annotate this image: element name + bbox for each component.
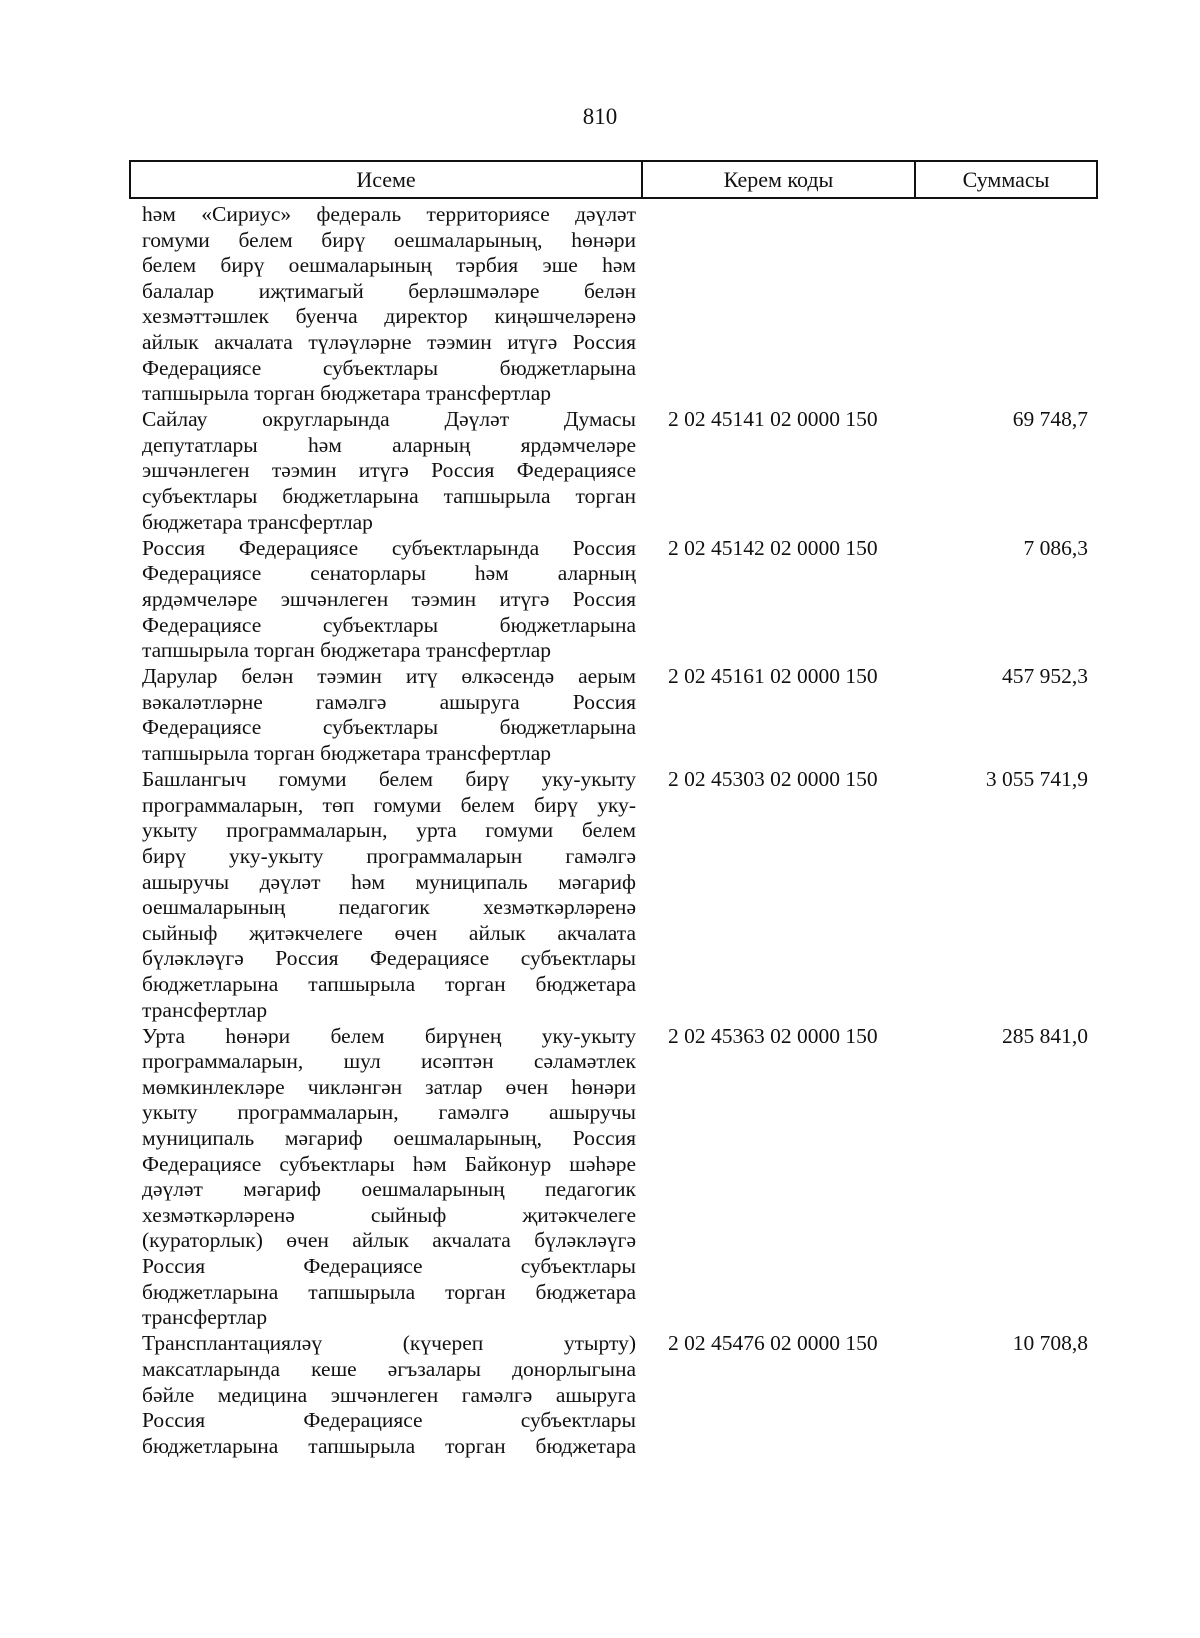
- table-row: [0, 536, 1200, 665]
- cell-name-line: айлык акчалата түләүләрне тәэмин итүгә Россия: [142, 329, 636, 354]
- cell-name-line: бюджетларына тапшырыла торган бюджетара: [142, 971, 636, 996]
- cell-name-line: һәм «Сириус» федераль территориясе дәүләт: [142, 202, 636, 226]
- cell-sum: 457 952,3: [1002, 664, 1088, 689]
- cell-name-line: программаларын, шул исәптән сәламәтлек: [142, 1049, 636, 1074]
- cell-name-line: Россия Федерациясе субъектлары: [142, 1254, 636, 1279]
- cell-name-line: бюджетларына тапшырыла торган бюджетара: [142, 1279, 636, 1304]
- cell-sum: 69 748,7: [1012, 407, 1088, 432]
- cell-code: 2 02 45142 02 0000 150: [668, 535, 878, 560]
- cell-name-line: тапшырыла торган бюджетара трансфертлар: [142, 381, 552, 406]
- cell-name-line: дәүләт мәгариф оешмаларының педагогик: [142, 1177, 636, 1202]
- cell-name-line: бюджетларына тапшырыла торган бюджетара: [142, 1433, 636, 1458]
- cell-name-line: депутатлары һәм аларның ярдәмчеләре: [142, 432, 636, 457]
- cell-name: [142, 202, 636, 407]
- cell-code: 2 02 45161 02 0000 150: [668, 664, 878, 689]
- cell-name-line: сыйныф җитәкчелеге өчен айлык акчалата: [142, 920, 636, 945]
- cell-name-line: оешмаларының педагогик хезмәткәрләренә: [142, 895, 636, 920]
- table-row: [0, 664, 1200, 767]
- cell-name-line: Федерациясе субъектлары бюджетларына: [142, 355, 636, 380]
- cell-name-line: мөмкинлекләре чикләнгән затлар өчен һөнәри: [142, 1074, 636, 1099]
- cell-name-line: бәйле медицина эшчәнлеген гамәлгә ашыруга: [142, 1382, 636, 1407]
- cell-name-line: бюджетара трансфертлар: [142, 509, 373, 534]
- cell-code: 2 02 45363 02 0000 150: [668, 1023, 878, 1048]
- cell-name-line: муниципаль мәгариф оешмаларының, Россия: [142, 1126, 636, 1151]
- table-header: [129, 160, 1098, 199]
- cell-name: [142, 767, 636, 1023]
- cell-name: [142, 407, 636, 535]
- table-row: [0, 1024, 1200, 1332]
- cell-name-line: максатларында кеше әгъзалары донорлыгына: [142, 1356, 636, 1381]
- cell-code: 2 02 45303 02 0000 150: [668, 767, 878, 792]
- table-row: [0, 407, 1200, 536]
- cell-name-line: Россия Федерациясе субъектларында Россия: [142, 535, 636, 560]
- cell-name-line: Федерациясе субъектлары бюджетларына: [142, 612, 636, 637]
- cell-name-line: Урта һөнәри белем бирүнең уку-укыту: [142, 1023, 636, 1048]
- cell-sum: 7 086,3: [1023, 535, 1088, 560]
- cell-sum: 3 055 741,9: [985, 767, 1088, 792]
- table-body: [0, 202, 1200, 1460]
- cell-name-line: ярдәмчеләре эшчәнлеген тәэмин итүгә Россия: [142, 586, 636, 611]
- column-header-name: Исеме: [131, 162, 643, 197]
- cell-name-line: укыту программаларын, гамәлгә ашыручы: [142, 1100, 636, 1125]
- cell-name-line: трансфертлар: [142, 1305, 268, 1330]
- cell-name-line: белем бирү оешмаларының тәрбия эше һәм: [142, 253, 636, 278]
- cell-name-line: укыту программаларын, урта гомуми белем: [142, 818, 636, 843]
- cell-name-line: субъектлары бюджетларына тапшырыла торган: [142, 484, 636, 509]
- cell-name-line: (кураторлык) өчен айлык акчалата бүләкләүгә: [142, 1228, 636, 1253]
- table-row: [0, 202, 1200, 407]
- cell-name-line: трансфертлар: [142, 997, 268, 1022]
- table-row: [0, 767, 1200, 1024]
- column-header-code: Керем коды: [643, 162, 916, 197]
- cell-sum: 10 708,8: [1012, 1331, 1088, 1356]
- cell-name-line: эшчәнлеген тәэмин итүгә Россия Федерациясе: [142, 458, 636, 483]
- cell-name-line: тапшырыла торган бюджетара трансфертлар: [142, 638, 552, 663]
- cell-name: [142, 1024, 636, 1331]
- cell-code: 2 02 45476 02 0000 150: [668, 1331, 878, 1356]
- cell-name-line: бүләкләүгә Россия Федерациясе субъектлары: [142, 946, 636, 971]
- cell-name-line: ашыручы дәүләт һәм муниципаль мәгариф: [142, 869, 636, 894]
- cell-name-line: Башлангыч гомуми белем бирү уку-укыту: [142, 767, 636, 792]
- cell-name-line: гомуми белем бирү оешмаларының, һөнәри: [142, 227, 636, 252]
- cell-name-line: Россия Федерациясе субъектлары: [142, 1408, 636, 1433]
- cell-sum: 285 841,0: [1002, 1023, 1088, 1048]
- cell-code: 2 02 45141 02 0000 150: [668, 407, 878, 432]
- cell-name-line: хезмәттәшлек буенча директор киңәшчеләренә: [142, 304, 636, 329]
- column-header-sum: Суммасы: [962, 166, 1050, 192]
- cell-name: [142, 1331, 636, 1459]
- cell-name-line: вәкаләтләрне гамәлгә ашыруга Россия: [142, 689, 636, 714]
- cell-name-line: Федерациясе сенаторлары һәм аларның: [142, 561, 636, 586]
- cell-name-line: программаларын, төп гомуми белем бирү уку-: [142, 792, 636, 817]
- cell-name-line: Дарулар белән тәэмин итү өлкәсендә аерым: [142, 664, 636, 689]
- cell-name-line: Федерациясе субъектлары һәм Байконур шәһәре: [142, 1151, 636, 1176]
- cell-name-line: Трансплантацияләү (күчереп утырту): [142, 1331, 636, 1356]
- cell-name-line: хезмәткәрләренә сыйныф җитәкчелеге: [142, 1202, 636, 1227]
- cell-name-line: Федерациясе субъектлары бюджетларына: [142, 715, 636, 740]
- cell-name: [142, 664, 636, 766]
- cell-name-line: бирү уку-укыту программаларын гамәлгә: [142, 843, 636, 868]
- cell-name: [142, 536, 636, 664]
- cell-name-line: балалар иҗтимагый берләшмәләре белән: [142, 278, 636, 303]
- cell-name-line: Сайлау округларында Дәүләт Думасы: [142, 407, 636, 432]
- page-number: 810: [582, 104, 618, 129]
- table-row: [0, 1331, 1200, 1460]
- cell-name-line: тапшырыла торган бюджетара трансфертлар: [142, 741, 552, 766]
